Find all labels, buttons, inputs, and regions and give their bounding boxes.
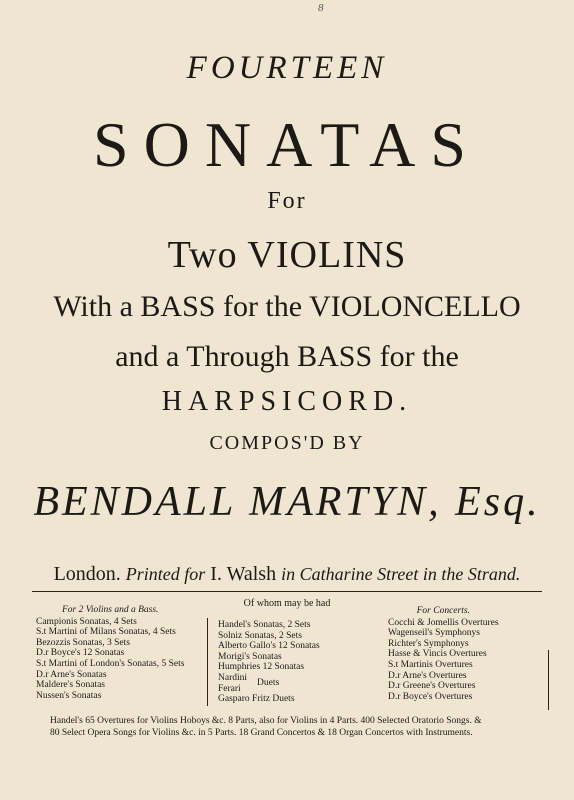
composer-name: BENDALL MARTYN, Esq. bbox=[33, 479, 541, 525]
catalogue-item: Humphries 12 Sonatas bbox=[218, 662, 305, 673]
catalogue-right-heading: For Concerts. bbox=[416, 606, 470, 616]
imprint-printer: I. Walsh bbox=[210, 563, 277, 585]
title-line-sonatas: SONATAS bbox=[93, 109, 481, 180]
right-edge-mark bbox=[548, 650, 549, 710]
catalogue-item: D.r Boyce's Overtures bbox=[388, 691, 473, 702]
catalogue-item: Maldere's Sonatas bbox=[36, 680, 105, 691]
page-number: 8 bbox=[318, 2, 324, 14]
footer-line: Handel's 65 Overtures for Violins Hoboys &c. 8 Parts, also for Violins in 4 Parts. 400 Selected Oratorio Songs. & bbox=[50, 716, 482, 726]
catalogue-right-column bbox=[388, 606, 499, 702]
catalogue-footer bbox=[50, 715, 550, 739]
catalogue-item: S.t Martinis Overtures bbox=[388, 659, 473, 670]
imprint-address: in Catharine Street in the Strand. bbox=[281, 564, 521, 584]
title-line-through-bass: and a Through BASS for the bbox=[115, 340, 459, 373]
title-line-bass-violoncello: With a BASS for the VIOLONCELLO bbox=[53, 290, 521, 323]
title-line-fourteen: FOURTEEN bbox=[186, 50, 388, 86]
column-divider bbox=[207, 618, 208, 706]
catalogue-item: Morigi's Sonatas bbox=[218, 651, 282, 662]
catalogue-item: Handel's Sonatas, 2 Sets bbox=[218, 620, 311, 630]
title-line-harpsicord: HARPSICORD. bbox=[161, 386, 413, 417]
catalogue-item: S.t Martini of London's Sonatas, 5 Sets bbox=[36, 658, 185, 669]
title-line-for: For bbox=[267, 188, 307, 214]
title-line-two-violins: Two VIOLINS bbox=[167, 234, 407, 276]
catalogue-item: D.r Boyce's 12 Sonatas bbox=[36, 648, 125, 659]
catalogue-item: D.r Greene's Overtures bbox=[388, 681, 476, 692]
catalogue-item: Wagenseil's Symphonys bbox=[388, 628, 480, 639]
catalogue-item: Alberto Gallo's 12 Sonatas bbox=[218, 641, 320, 652]
imprint-line bbox=[0, 563, 574, 586]
catalogue-item: D.r Arne's Overtures bbox=[388, 670, 467, 681]
imprint-printed-for: Printed for bbox=[125, 564, 206, 584]
catalogue-item: Cocchi & Jomellis Overtures bbox=[388, 617, 499, 628]
catalogue-item: Solniz Sonatas, 2 Sets bbox=[218, 630, 302, 641]
catalogue-item: Bezozzis Sonatas, 3 Sets bbox=[36, 637, 130, 648]
catalogue-middle-column bbox=[218, 620, 320, 705]
catalogue-item: S.t Martini of Milans Sonatas, 4 Sets bbox=[36, 627, 176, 638]
catalogue-item: Gasparo Fritz Duets bbox=[218, 694, 295, 705]
imprint-rule bbox=[32, 591, 542, 592]
catalogue-item: Hasse & Vincis Overtures bbox=[388, 649, 487, 660]
footer-line: 80 Select Opera Songs for Violins &c. in 5 Parts. 18 Grand Concertos & 18 Organ Concertos with Instruments. bbox=[50, 728, 473, 738]
duets-label: Duets bbox=[257, 678, 280, 689]
catalogue-heading: Of whom may be had bbox=[243, 598, 331, 609]
title-line-composed-by: COMPOS'D BY bbox=[209, 432, 365, 454]
catalogue-item: D.r Arne's Sonatas bbox=[36, 669, 107, 680]
imprint-place: London. bbox=[53, 563, 121, 585]
catalogue-item: Campionis Sonatas, 4 Sets bbox=[36, 616, 137, 627]
duets-group bbox=[218, 673, 320, 694]
catalogue-item: Ferari bbox=[218, 683, 241, 694]
catalogue-item: Nussen's Sonatas bbox=[36, 690, 102, 701]
catalogue-item: Nardini bbox=[218, 672, 248, 683]
catalogue-left-heading: For 2 Violins and a Bass. bbox=[62, 605, 159, 615]
catalogue-item: Richter's Symphonys bbox=[388, 638, 469, 649]
catalogue-left-column bbox=[36, 605, 184, 701]
